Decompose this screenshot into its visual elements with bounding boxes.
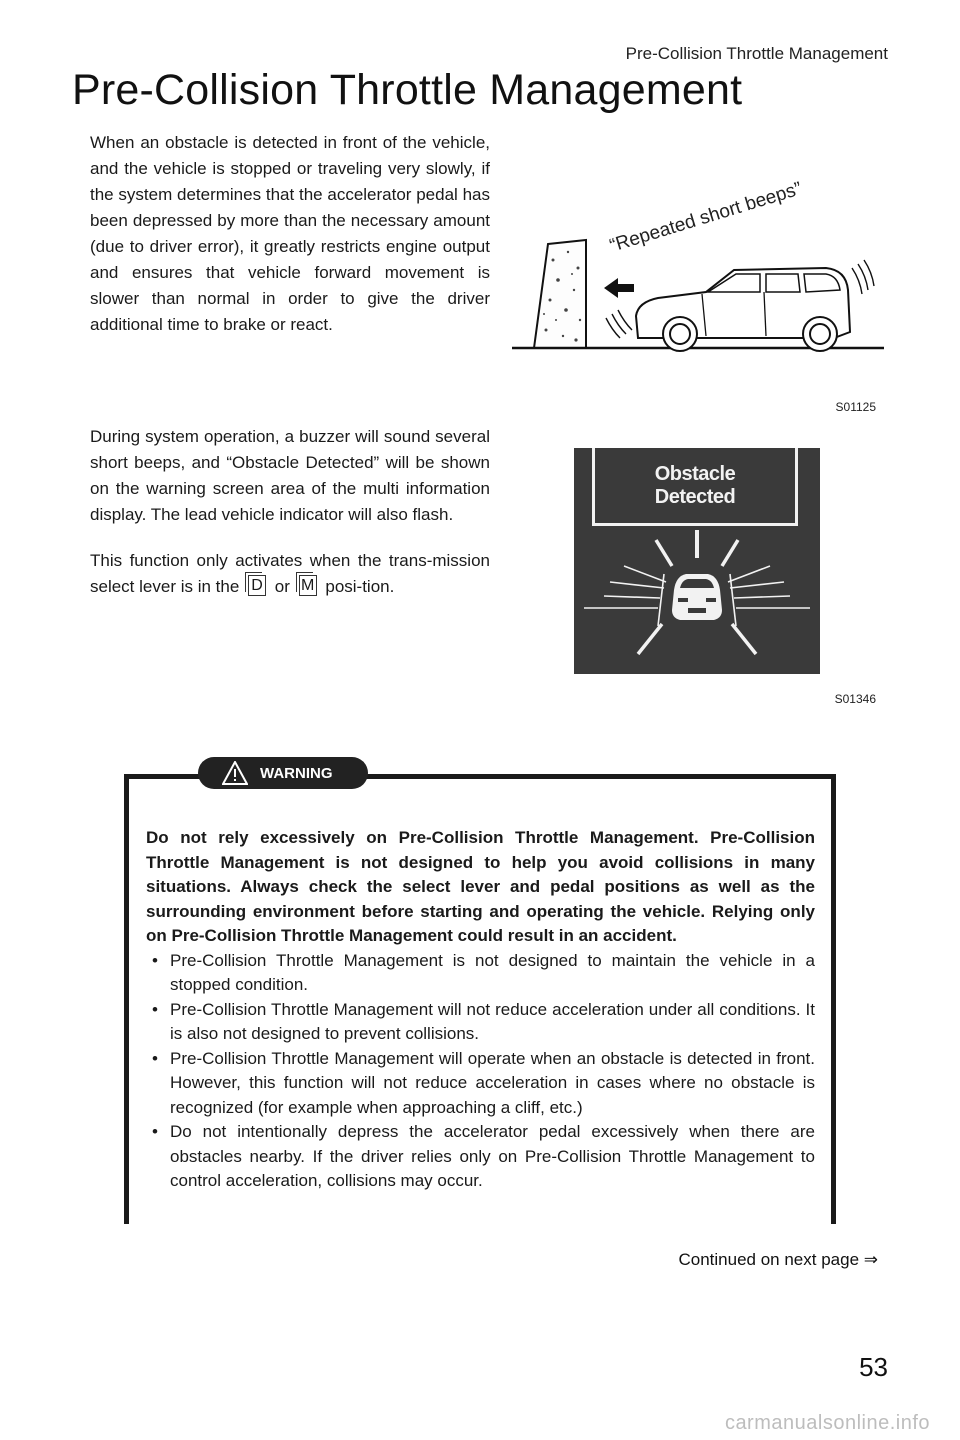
wall-obstacle [534, 240, 586, 348]
figure-information-display [574, 448, 820, 674]
warning-bullet-list [146, 949, 815, 1194]
running-header: Pre-Collision Throttle Management [625, 44, 888, 63]
warning-badge-label: WARNING [260, 764, 333, 782]
lever-position-m: M [299, 575, 317, 596]
lever-position-d: D [248, 575, 266, 596]
vehicle-illustration [636, 268, 850, 351]
page-number: 53 [859, 1352, 888, 1382]
warning-bullet: • Pre-Collision Throttle Management will operate when an obstacle is detected in front. However, this function will not reduce acceleration in cases where no obstacle is recognized (for example when approaching a cliff, etc.) [150, 1047, 815, 1121]
warning-badge [198, 757, 368, 789]
warning-lead-text: Do not rely excessively on Pre-Collision Throttle Management. Pre-Collision Throttle Management is not designed to help you avoid collisions in many situations. Always check the select lever and pedal positions as well as the surrounding environment before starting and operating the vehicle. Relying only on Pre-Collision Throttle Management could result in an accident. [146, 828, 815, 945]
intro-paragraph: When an obstacle is detected in front of the vehicle, and the vehicle is stopped or traveling very slowly, if the system determines that the accelerator pedal has been depressed by more than the necessary amount (due to driver error), it greatly restricts engine output and ensures that vehicle forward movement is slower than normal in order to give the driver additional time to brake or react. [90, 133, 490, 334]
activation-text-end: posi-tion. [325, 577, 395, 596]
warning-bullet: • Do not intentionally depress the accelerator pedal excessively when there are obstacles nearby. If the driver relies only on Pre-Collision Throttle Management to control acceleration, collisions may occur. [150, 1120, 815, 1194]
figure-code: S01125 [835, 400, 876, 414]
warning-content [146, 826, 815, 1194]
left-arrow-icon [604, 278, 634, 298]
continued-on-next-page: Continued on next page ⇒ [678, 1250, 878, 1269]
lead-vehicle-indicator-icon [574, 448, 820, 674]
watermark: carmanualsonline.info [724, 1412, 930, 1434]
activation-or: or [274, 577, 290, 596]
obstacle-detected-text: Obstacle Detected [654, 462, 736, 508]
figure-car-approaching-obstacle [508, 180, 888, 360]
figure-code-2: S01346 [834, 692, 876, 706]
activation-text: This function only activates when the trans-mission select lever is in the [90, 551, 490, 596]
warning-triangle-icon [222, 761, 248, 785]
car-obstacle-illustration [508, 180, 888, 360]
warning-bullet: • Pre-Collision Throttle Management is not designed to maintain the vehicle in a stopped condition. [150, 949, 815, 998]
warning-bullet: • Pre-Collision Throttle Management will not reduce acceleration under all conditions. It is also not designed to prevent collisions. [150, 998, 815, 1047]
page-title: Pre-Collision Throttle Management [72, 66, 743, 114]
beeps-caption: “Repeated short beeps” [607, 180, 805, 257]
activation-paragraph [90, 548, 490, 600]
operation-paragraph: During system operation, a buzzer will sound several short beeps, and “Obstacle Detected” will be shown on the warning screen area of the multi information display. The lead vehicle indicator will also flash. [90, 427, 490, 524]
